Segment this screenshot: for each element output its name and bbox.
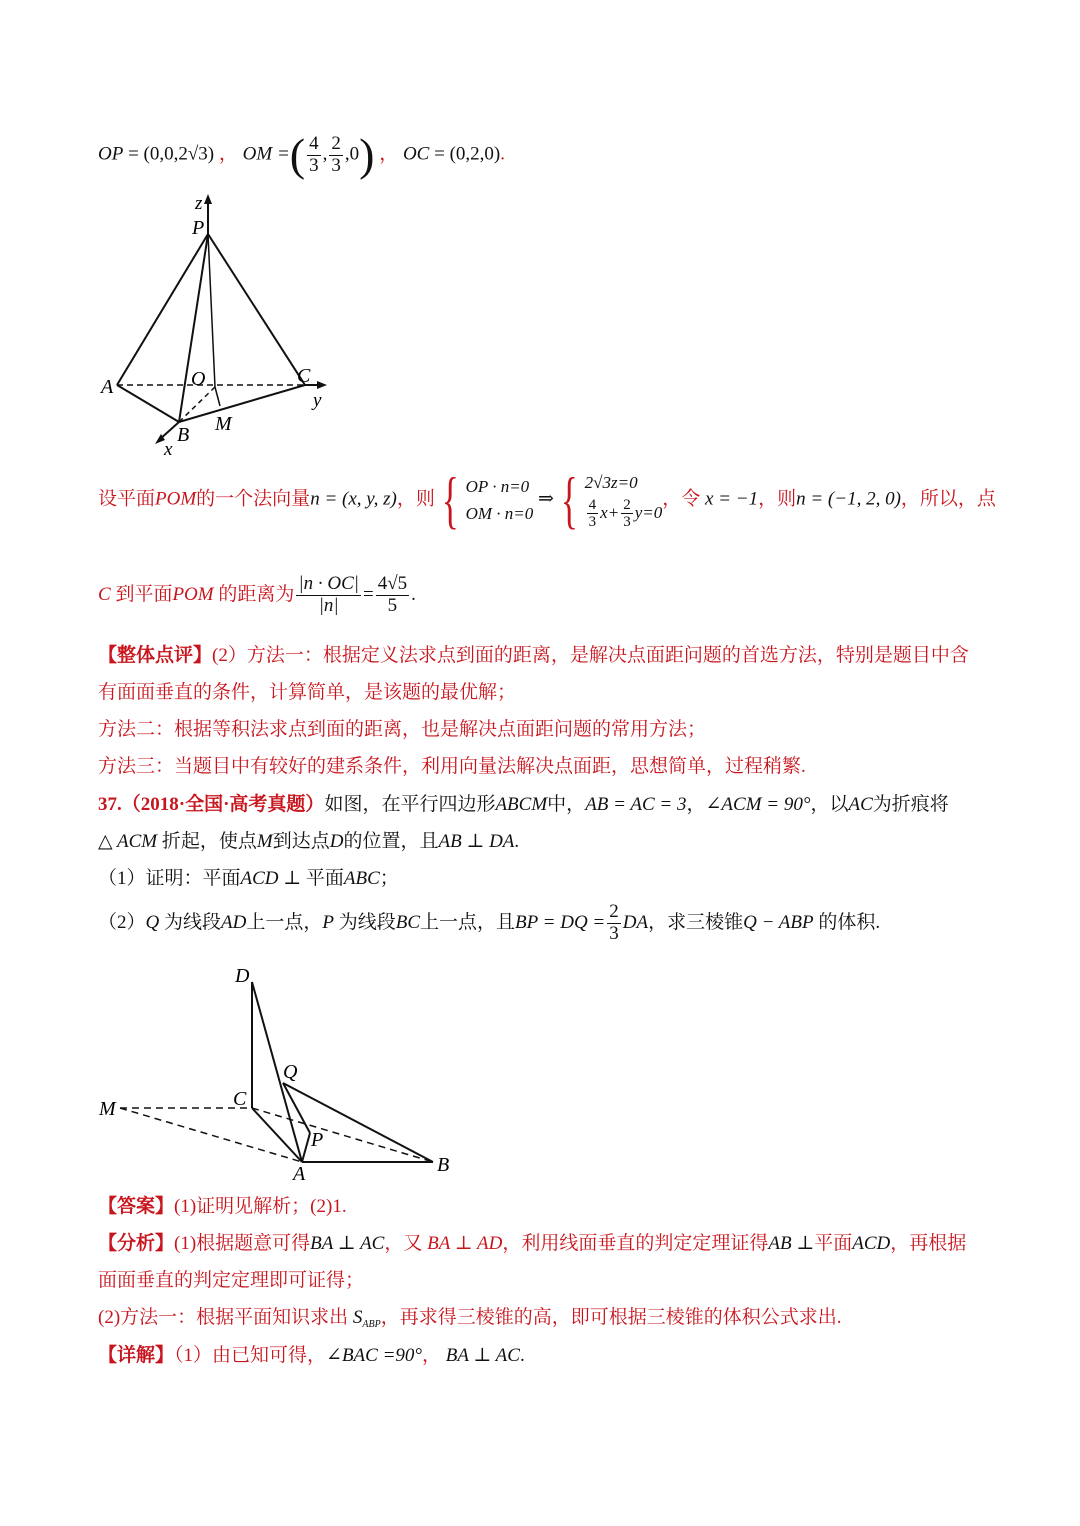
normal-value: n = (−1, 2, 0)	[796, 488, 901, 510]
edge-pa	[117, 234, 208, 385]
edge-po	[208, 234, 215, 387]
implies-symbol: ⇒	[538, 488, 554, 510]
comment-line-2: 有面面垂直的条件，计算简单，是该题的最优解；	[98, 682, 517, 703]
detail-line: 【详解】（1）由已知可得，∠BAC =90°， BA ⊥ AC.	[98, 1345, 525, 1366]
distance-result: $\frac{4√5}{5}$	[377, 573, 408, 616]
question-1: （1）证明：平面ACD ⊥ 平面ABC；	[98, 868, 399, 889]
label-b: B	[437, 1154, 450, 1176]
label-c: C	[233, 1088, 247, 1110]
vector-line: OP = (0,0,2√3) ， OM =( $\frac{4}{3}$ , $\frac{2}{3}$ ,0) ， OC = (0,2,0).	[98, 129, 505, 180]
label-p: P	[311, 1129, 324, 1151]
om-tail: ,0	[344, 143, 360, 165]
comment-tag: 【整体点评】	[98, 645, 213, 666]
oc-value: = (0,2,0)	[434, 143, 501, 165]
label-a: A	[101, 376, 114, 398]
comment-line-4: 方法三：当题目中有较好的建系条件，利用向量法解决点面距，思想简单，过程稍繁.	[98, 756, 806, 777]
edge-pa	[302, 1133, 310, 1162]
two-thirds-fraction: $\frac{2}{3}$	[609, 901, 619, 944]
answer-line: 【答案】(1)证明见解析；(2)1.	[98, 1196, 347, 1217]
normal-vector: n = (x, y, z)	[310, 488, 397, 510]
edge-ab	[117, 385, 179, 422]
label-q: Q	[283, 1061, 298, 1083]
om-label: OM =	[242, 143, 290, 165]
distance-line: C 到平面POM 的距离为 $\frac{|n \cdot OC|}{|n|}$ = $\frac{4√5}{5}$ .	[98, 573, 416, 616]
separator: ，	[379, 143, 399, 165]
op-value: = (0,0,2√3)	[128, 143, 215, 165]
left-brace-2: {	[560, 464, 578, 535]
y-arrow-icon	[317, 381, 327, 389]
problem-line-2: △ ACM 折起，使点M到达点D的位置，且AB ⊥ DA.	[98, 831, 520, 852]
analysis-tag: 【分析】	[98, 1233, 175, 1254]
label-b: B	[177, 424, 190, 446]
label-c: C	[297, 365, 311, 387]
edge-bc	[179, 385, 305, 422]
question-2: （2）Q 为线段AD上一点，P 为线段BC上一点，且BP = DQ = $\frac{2}{3}$ DA，求三棱锥Q − ABP 的体积.	[98, 901, 881, 944]
label-x: x	[164, 439, 173, 460]
plane-pom: POM	[155, 488, 197, 510]
answer-tag: 【答案】	[98, 1196, 175, 1217]
op-label: OP	[98, 143, 124, 165]
distance-fraction: $\frac{|n \cdot OC|}{|n|}$	[298, 573, 359, 616]
edge-pc	[208, 234, 305, 385]
comment-line-3: 方法二：根据等积法求点到面的距离，也是解决点面距问题的常用方法；	[98, 719, 707, 740]
pyramid-figure	[95, 190, 345, 460]
edge-pb	[179, 234, 208, 422]
label-o: O	[191, 368, 206, 390]
label-m: M	[99, 1098, 116, 1120]
normal-vector-line: 设平面POM的一个法向量n = (x, y, z)，则 { OP · n=0 OM · n=0 ⇒ { 2√3z=0 $\frac{4}{3}$ x+ $\frac{2}{3}$ y=0 ，令 x = −1，则n = (−1, 2, 0)，所以，点	[98, 464, 996, 535]
edge-cb-dashed	[252, 1108, 433, 1162]
om-fraction-1: $\frac{4}{3}$	[309, 132, 319, 176]
problem-line-1: 37.（2018·全国·高考真题）如图，在平行四边形ABCM中，AB = AC = 3，∠ACM = 90°，以AC为折痕将	[98, 794, 949, 815]
left-paren: (	[289, 129, 306, 180]
folded-figure	[95, 960, 465, 1190]
label-m: M	[215, 413, 232, 435]
analysis-line-1: 【分析】(1)根据题意可得BA ⊥ AC，又 BA ⊥ AD，利用线面垂直的判定定理证得AB ⊥平面ACD，再根据	[98, 1233, 967, 1254]
segment-om	[215, 387, 220, 406]
comment-line-1: 【整体点评】(2）方法一：根据定义法求点到面的距离，是解决点面距问题的首选方法，特别是题目中含	[98, 645, 969, 666]
detail-tag: 【详解】	[98, 1345, 175, 1366]
label-p: P	[192, 217, 205, 239]
x-value: x = −1	[705, 488, 759, 510]
analysis-line-2: 面面垂直的判定定理即可证得；	[98, 1270, 365, 1291]
separator: ，	[218, 143, 238, 165]
system-1: OP · n=0 OM · n=0	[465, 476, 534, 523]
oc-label: OC	[402, 143, 430, 165]
z-arrow-icon	[204, 194, 212, 204]
label-y: y	[313, 390, 322, 411]
label-z: z	[195, 193, 203, 214]
label-d: D	[235, 965, 250, 987]
right-paren: )	[359, 129, 375, 180]
label-a: A	[293, 1163, 306, 1185]
edge-ma-dashed	[120, 1108, 302, 1162]
problem-number: 37.	[98, 794, 122, 815]
analysis-line-3: (2)方法一：根据平面知识求出 $S_{ABP}$，再求得三棱锥的高，即可根据三棱锥的体积公式求出.	[98, 1307, 842, 1330]
left-brace: {	[441, 464, 459, 535]
om-fraction-2: $\frac{2}{3}$	[331, 132, 341, 176]
problem-source: （2018·全国·高考真题）	[121, 794, 325, 815]
system-2: 2√3z=0 $\frac{4}{3}$ x+ $\frac{2}{3}$ y=0	[584, 473, 663, 531]
